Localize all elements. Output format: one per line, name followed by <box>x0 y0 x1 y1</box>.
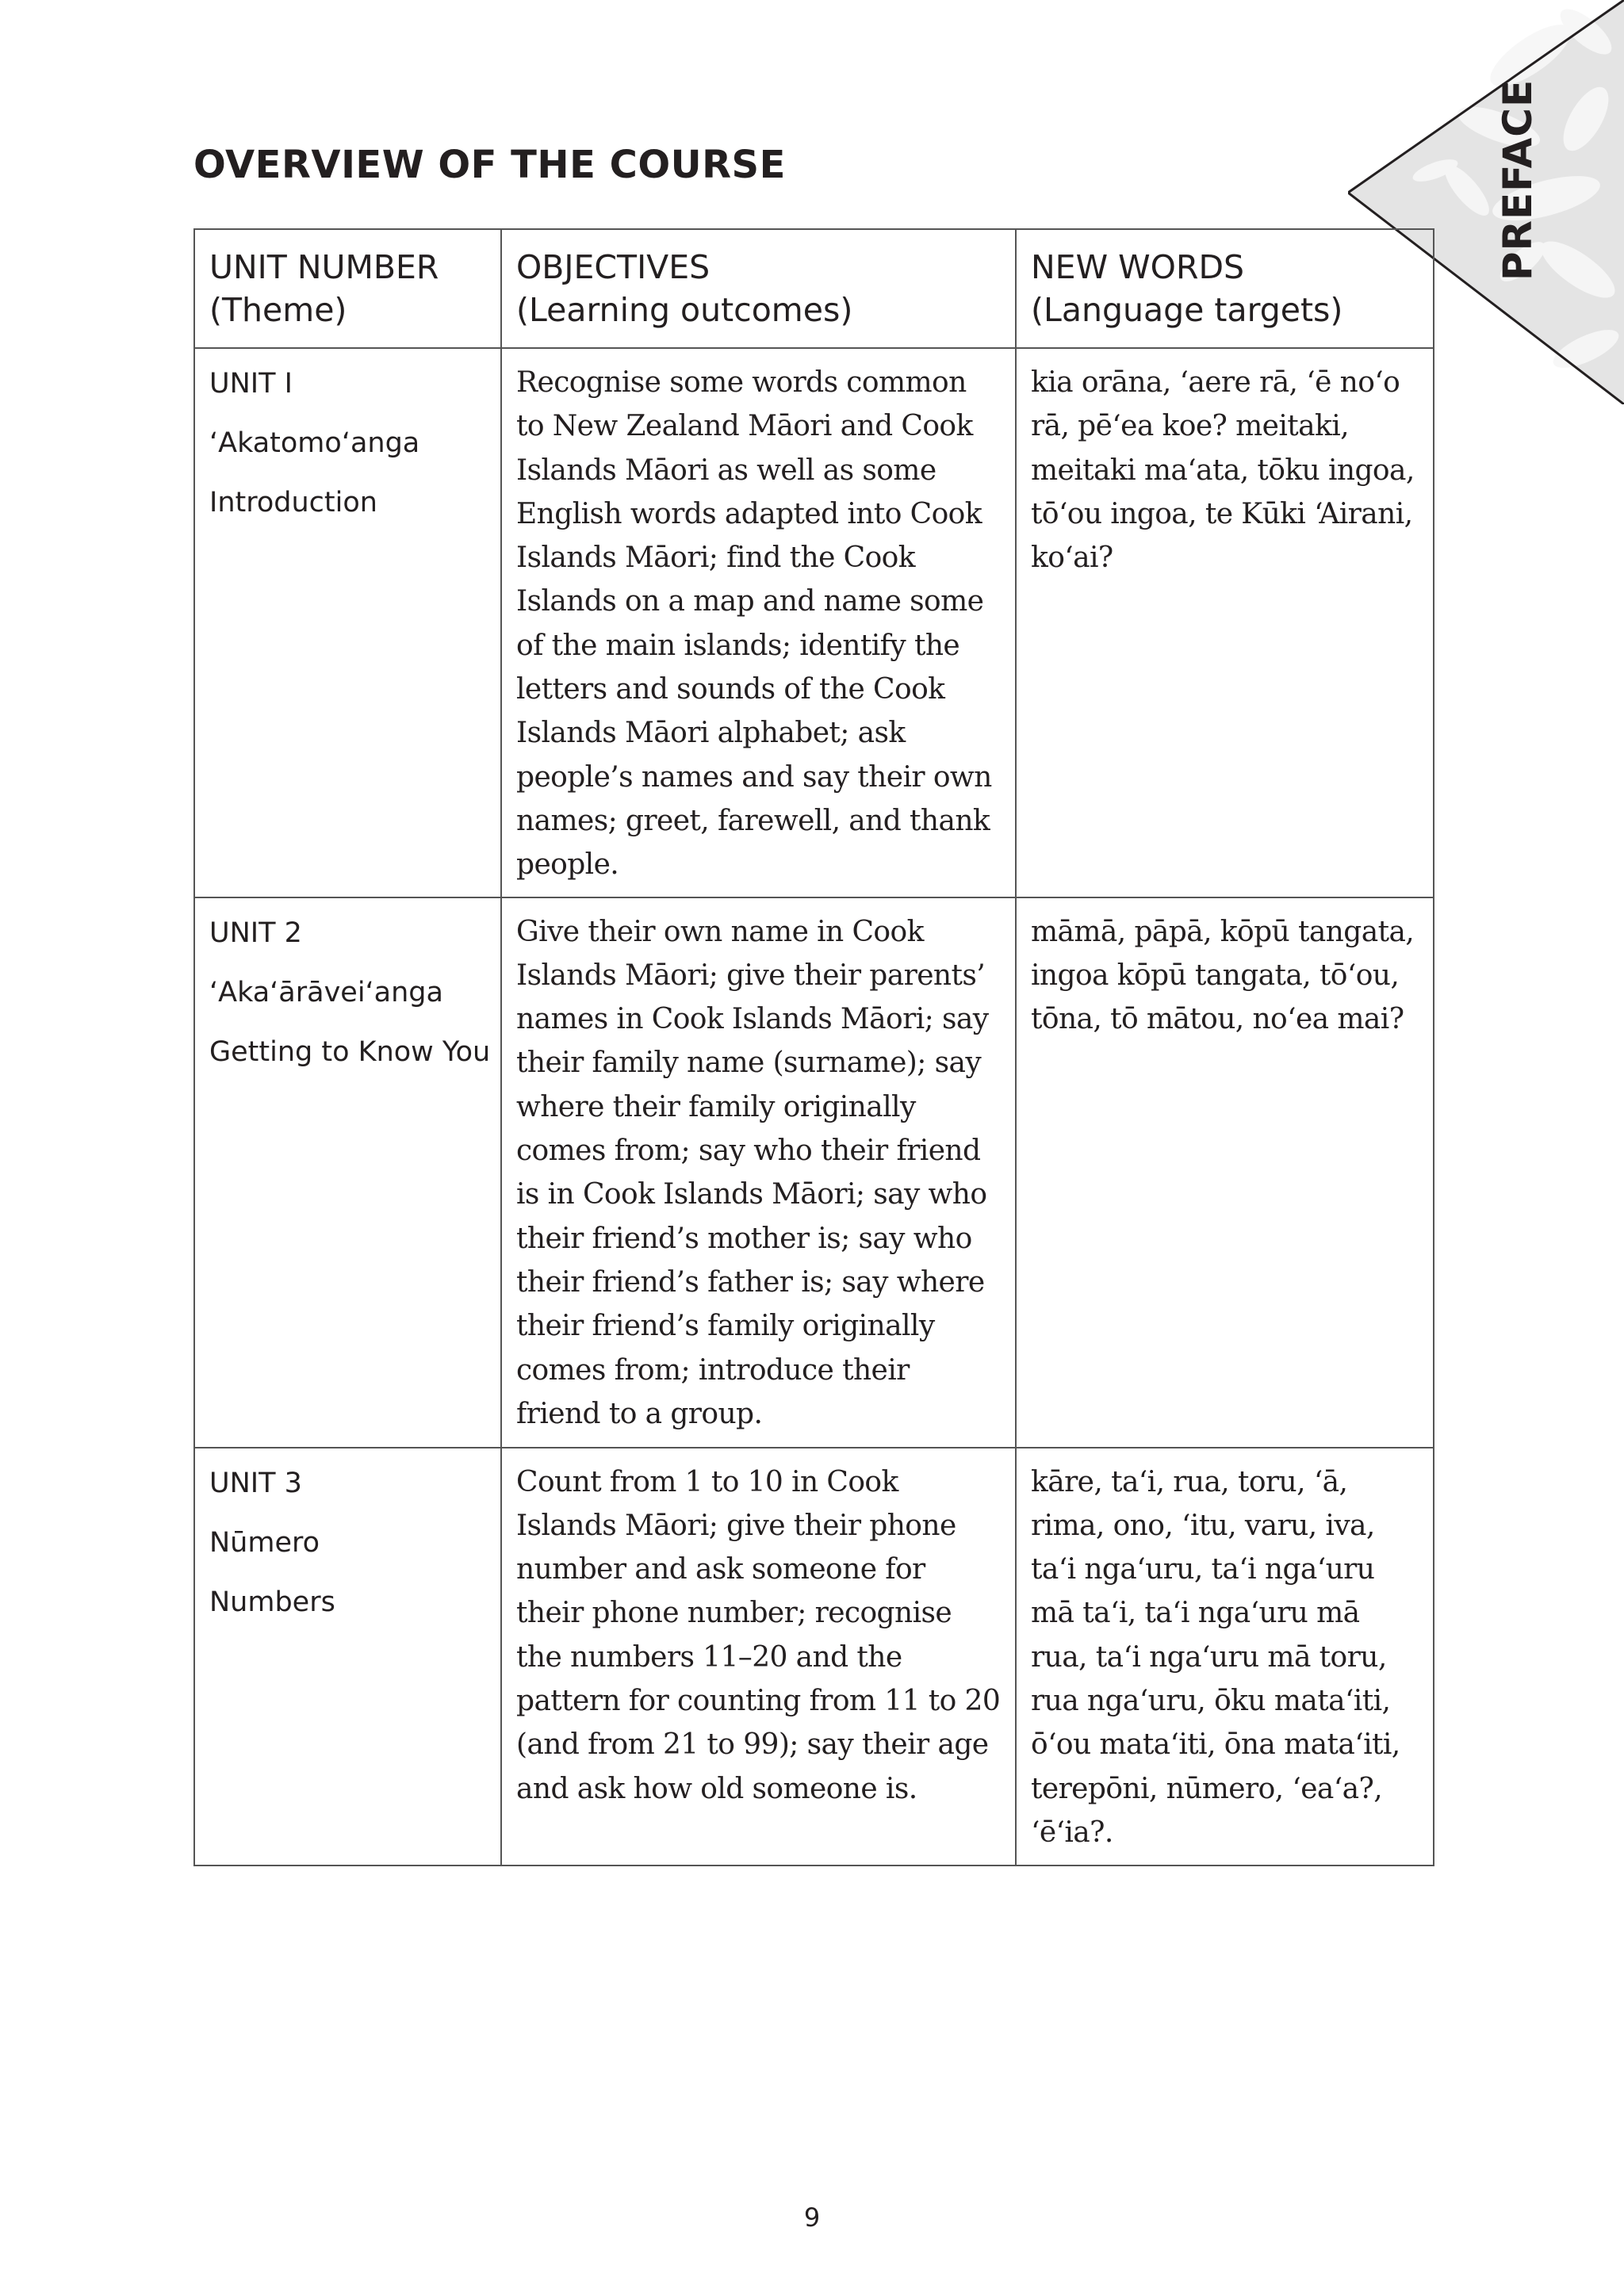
objectives-cell: Recognise some words common to New Zealand Māori and Cook Islands Māori as well as some English words adapted into Cook Islands Māori; find the Cook Islands on a map and name some of the main islands; identify the letters and sounds of the Cook Islands Māori alphabet; ask people’s names and say their own names; greet, farewell, and thank people. <box>501 348 1016 897</box>
unit-number: UNIT 3 <box>209 1467 302 1499</box>
table-row <box>194 897 1434 1448</box>
header-objectives <box>501 229 1016 348</box>
objectives-cell: Give their own name in Cook Islands Māori; give their parents’ names in Cook Islands Māori; say their family name (surname); say where their family originally comes from; say who their friend is in Cook Islands Māori; say who their friend’s mother is; say who their friend’s father is; say where their friend’s family originally comes from; introduce their friend to a group. <box>501 897 1016 1448</box>
objectives-cell: Count from 1 to 10 in Cook Islands Māori; give their phone number and ask someone for their phone number; recognise the numbers 11–20 and the pattern for counting from 11 to 20 (and from 21 to 99); say their age and ask how old someone is. <box>501 1448 1016 1866</box>
new-words-cell: māmā, pāpā, kōpū tangata, ingoa kōpū tangata, tōʻou, tōna, tō mātou, noʻea mai? <box>1016 897 1434 1448</box>
preface-tab-label: PREFACE <box>1495 78 1542 281</box>
unit-theme-maori: ʻAkaʻārāveiʻanga <box>209 976 443 1008</box>
header-objectives-subtitle: (Learning outcomes) <box>516 291 853 329</box>
preface-tab-label-wrap <box>1446 78 1589 281</box>
unit-cell <box>194 1448 501 1866</box>
unit-theme-maori: ʻAkatomoʻanga <box>209 427 420 459</box>
header-unit-title: UNIT NUMBER <box>209 248 439 286</box>
unit-theme-english: Getting to Know You <box>209 1035 491 1068</box>
header-new-words-subtitle: (Language targets) <box>1031 291 1343 329</box>
new-words-cell: kāre, taʻi, rua, toru, ʻā, rima, ono, ʻitu, varu, iva, taʻi ngaʻuru, taʻi ngaʻuru mā taʻi, taʻi ngaʻuru mā rua, taʻi ngaʻuru mā toru, rua ngaʻuru, ōku mataʻiti, ōʻou mataʻiti, ōna mataʻiti, terepōni, nūmero, ʻeaʻa?, ʻēʻia?. <box>1016 1448 1434 1866</box>
page-title: OVERVIEW OF THE COURSE <box>193 143 786 187</box>
course-overview-table <box>193 228 1434 1866</box>
table-row <box>194 1448 1434 1866</box>
header-objectives-title: OBJECTIVES <box>516 248 710 286</box>
unit-theme-english: Numbers <box>209 1586 335 1618</box>
new-words-cell: kia orāna, ʻaere rā, ʻē noʻo rā, pēʻea koe? meitaki, meitaki maʻata, tōku ingoa, tōʻou ingoa, te Kūki ʻAirani, koʻai? <box>1016 348 1434 897</box>
table-header-row <box>194 229 1434 348</box>
unit-theme-english: Introduction <box>209 487 377 519</box>
header-new-words <box>1016 229 1434 348</box>
unit-number: UNIT I <box>209 368 293 400</box>
unit-theme-maori: Nūmero <box>209 1526 320 1559</box>
unit-cell <box>194 897 501 1448</box>
header-new-words-title: NEW WORDS <box>1031 248 1245 286</box>
unit-cell <box>194 348 501 897</box>
table-row <box>194 348 1434 897</box>
unit-number: UNIT 2 <box>209 916 302 949</box>
page-number: 9 <box>803 2202 821 2233</box>
header-unit-subtitle: (Theme) <box>209 291 347 329</box>
header-unit-number <box>194 229 501 348</box>
